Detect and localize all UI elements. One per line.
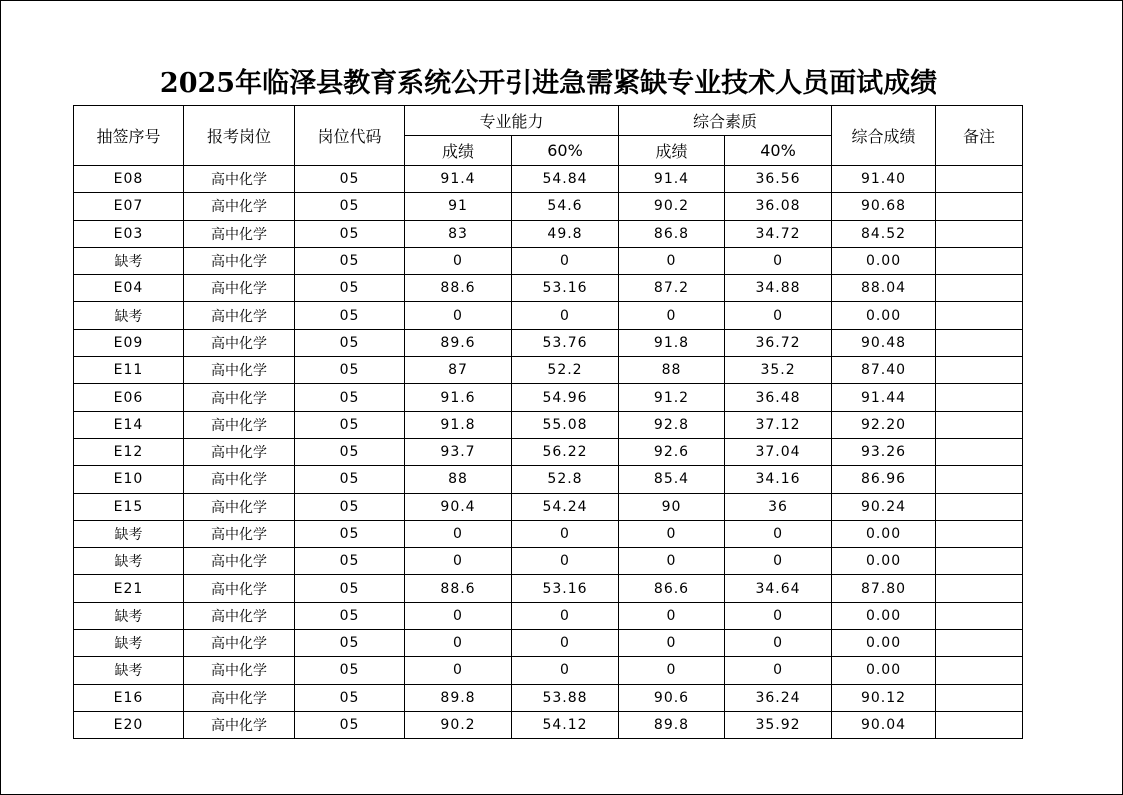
table-row	[74, 247, 1023, 274]
table-row	[74, 493, 1023, 520]
cell-remarks	[936, 411, 1023, 438]
cell-comprehensive-score: 85.4	[619, 466, 725, 493]
cell-position-code: 05	[295, 302, 405, 329]
cell-position-code: 05	[295, 166, 405, 193]
cell-comprehensive-score: 89.8	[619, 711, 725, 738]
cell-position-code: 05	[295, 438, 405, 465]
cell-professional-score: 83	[405, 220, 512, 247]
cell-total-score: 87.80	[832, 575, 936, 602]
cell-professional-weighted: 53.16	[512, 275, 619, 302]
cell-draw-no: E12	[74, 438, 184, 465]
cell-professional-score: 0	[405, 602, 512, 629]
cell-remarks	[936, 548, 1023, 575]
cell-draw-no: 缺考	[74, 520, 184, 547]
cell-draw-no: E04	[74, 275, 184, 302]
header-draw-no: 抽签序号	[74, 106, 184, 166]
table-row	[74, 302, 1023, 329]
cell-total-score: 90.68	[832, 193, 936, 220]
cell-draw-no: E08	[74, 166, 184, 193]
cell-draw-no: E03	[74, 220, 184, 247]
cell-comprehensive-weighted: 36.56	[725, 166, 832, 193]
cell-position-code: 05	[295, 329, 405, 356]
table-row	[74, 630, 1023, 657]
cell-draw-no: 缺考	[74, 602, 184, 629]
cell-position: 高中化学	[184, 220, 295, 247]
cell-position: 高中化学	[184, 575, 295, 602]
cell-position-code: 05	[295, 548, 405, 575]
cell-professional-weighted: 54.84	[512, 166, 619, 193]
cell-total-score: 0.00	[832, 520, 936, 547]
cell-professional-score: 88.6	[405, 575, 512, 602]
cell-remarks	[936, 357, 1023, 384]
cell-professional-score: 90.4	[405, 493, 512, 520]
cell-professional-score: 0	[405, 630, 512, 657]
cell-professional-weighted: 0	[512, 302, 619, 329]
cell-remarks	[936, 466, 1023, 493]
table-row	[74, 711, 1023, 738]
header-comprehensive-quality: 综合素质	[619, 106, 832, 136]
cell-professional-weighted: 0	[512, 602, 619, 629]
cell-comprehensive-score: 88	[619, 357, 725, 384]
cell-total-score: 0.00	[832, 657, 936, 684]
cell-professional-weighted: 0	[512, 548, 619, 575]
cell-position-code: 05	[295, 466, 405, 493]
cell-professional-weighted: 54.24	[512, 493, 619, 520]
cell-draw-no: E21	[74, 575, 184, 602]
cell-remarks	[936, 493, 1023, 520]
cell-draw-no: E06	[74, 384, 184, 411]
cell-position: 高中化学	[184, 275, 295, 302]
cell-professional-weighted: 0	[512, 520, 619, 547]
interview-score-table	[73, 105, 1023, 739]
cell-remarks	[936, 520, 1023, 547]
table-row	[74, 520, 1023, 547]
cell-total-score: 90.04	[832, 711, 936, 738]
table-body	[74, 166, 1023, 739]
cell-position-code: 05	[295, 493, 405, 520]
cell-remarks	[936, 657, 1023, 684]
cell-draw-no: E20	[74, 711, 184, 738]
cell-total-score: 0.00	[832, 302, 936, 329]
cell-comprehensive-score: 87.2	[619, 275, 725, 302]
cell-comprehensive-weighted: 0	[725, 602, 832, 629]
cell-position: 高中化学	[184, 466, 295, 493]
table-row	[74, 684, 1023, 711]
cell-comprehensive-weighted: 34.88	[725, 275, 832, 302]
table-row	[74, 193, 1023, 220]
cell-comprehensive-weighted: 0	[725, 302, 832, 329]
cell-professional-weighted: 53.16	[512, 575, 619, 602]
cell-professional-score: 91.6	[405, 384, 512, 411]
cell-comprehensive-score: 92.6	[619, 438, 725, 465]
cell-position: 高中化学	[184, 166, 295, 193]
cell-comprehensive-weighted: 0	[725, 657, 832, 684]
cell-position: 高中化学	[184, 602, 295, 629]
cell-position-code: 05	[295, 711, 405, 738]
cell-professional-score: 0	[405, 247, 512, 274]
cell-professional-score: 89.6	[405, 329, 512, 356]
cell-comprehensive-score: 0	[619, 630, 725, 657]
cell-comprehensive-weighted: 36	[725, 493, 832, 520]
table-row	[74, 466, 1023, 493]
header-professional-ability: 专业能力	[405, 106, 619, 136]
table-row	[74, 602, 1023, 629]
cell-position: 高中化学	[184, 384, 295, 411]
cell-position: 高中化学	[184, 493, 295, 520]
cell-position-code: 05	[295, 575, 405, 602]
cell-professional-weighted: 54.12	[512, 711, 619, 738]
cell-professional-score: 0	[405, 548, 512, 575]
cell-professional-score: 88	[405, 466, 512, 493]
cell-draw-no: E15	[74, 493, 184, 520]
cell-remarks	[936, 575, 1023, 602]
cell-position-code: 05	[295, 220, 405, 247]
cell-comprehensive-weighted: 36.08	[725, 193, 832, 220]
cell-total-score: 84.52	[832, 220, 936, 247]
cell-professional-weighted: 56.22	[512, 438, 619, 465]
cell-draw-no: 缺考	[74, 630, 184, 657]
cell-comprehensive-score: 90.2	[619, 193, 725, 220]
cell-professional-score: 93.7	[405, 438, 512, 465]
table-row	[74, 329, 1023, 356]
header-position: 报考岗位	[184, 106, 295, 166]
cell-position-code: 05	[295, 657, 405, 684]
table-row	[74, 438, 1023, 465]
cell-professional-score: 0	[405, 302, 512, 329]
cell-position: 高中化学	[184, 357, 295, 384]
cell-professional-weighted: 54.6	[512, 193, 619, 220]
cell-remarks	[936, 166, 1023, 193]
cell-remarks	[936, 630, 1023, 657]
cell-draw-no: 缺考	[74, 247, 184, 274]
table-row	[74, 166, 1023, 193]
cell-position-code: 05	[295, 602, 405, 629]
cell-comprehensive-score: 0	[619, 520, 725, 547]
cell-draw-no: E14	[74, 411, 184, 438]
cell-comprehensive-score: 90	[619, 493, 725, 520]
header-professional-weight: 60%	[512, 136, 619, 166]
cell-position: 高中化学	[184, 247, 295, 274]
cell-position-code: 05	[295, 384, 405, 411]
table-row	[74, 575, 1023, 602]
cell-comprehensive-score: 91.8	[619, 329, 725, 356]
cell-draw-no: E16	[74, 684, 184, 711]
cell-comprehensive-weighted: 37.04	[725, 438, 832, 465]
cell-position: 高中化学	[184, 630, 295, 657]
cell-professional-score: 87	[405, 357, 512, 384]
cell-comprehensive-weighted: 36.24	[725, 684, 832, 711]
cell-comprehensive-weighted: 36.48	[725, 384, 832, 411]
cell-position: 高中化学	[184, 193, 295, 220]
cell-professional-score: 0	[405, 520, 512, 547]
cell-position: 高中化学	[184, 548, 295, 575]
table-row	[74, 411, 1023, 438]
cell-position-code: 05	[295, 247, 405, 274]
cell-comprehensive-score: 86.6	[619, 575, 725, 602]
cell-position-code: 05	[295, 357, 405, 384]
cell-professional-score: 0	[405, 657, 512, 684]
cell-total-score: 92.20	[832, 411, 936, 438]
cell-position: 高中化学	[184, 411, 295, 438]
cell-comprehensive-score: 0	[619, 548, 725, 575]
cell-position-code: 05	[295, 411, 405, 438]
cell-comprehensive-weighted: 37.12	[725, 411, 832, 438]
cell-comprehensive-score: 92.8	[619, 411, 725, 438]
cell-total-score: 0.00	[832, 247, 936, 274]
cell-total-score: 88.04	[832, 275, 936, 302]
cell-position: 高中化学	[184, 684, 295, 711]
header-remarks: 备注	[936, 106, 1023, 166]
cell-comprehensive-weighted: 34.16	[725, 466, 832, 493]
cell-total-score: 91.40	[832, 166, 936, 193]
cell-remarks	[936, 193, 1023, 220]
cell-remarks	[936, 384, 1023, 411]
cell-draw-no: E07	[74, 193, 184, 220]
cell-comprehensive-score: 0	[619, 657, 725, 684]
table-row	[74, 357, 1023, 384]
cell-professional-score: 90.2	[405, 711, 512, 738]
cell-total-score: 91.44	[832, 384, 936, 411]
cell-professional-score: 89.8	[405, 684, 512, 711]
cell-comprehensive-weighted: 36.72	[725, 329, 832, 356]
cell-comprehensive-weighted: 0	[725, 630, 832, 657]
cell-position-code: 05	[295, 193, 405, 220]
cell-total-score: 86.96	[832, 466, 936, 493]
cell-comprehensive-weighted: 35.2	[725, 357, 832, 384]
table-row	[74, 548, 1023, 575]
cell-professional-weighted: 54.96	[512, 384, 619, 411]
cell-remarks	[936, 602, 1023, 629]
cell-position: 高中化学	[184, 302, 295, 329]
page-title: 2025年临泽县教育系统公开引进急需紧缺专业技术人员面试成绩	[159, 68, 938, 99]
cell-draw-no: E10	[74, 466, 184, 493]
cell-remarks	[936, 247, 1023, 274]
cell-comprehensive-weighted: 0	[725, 520, 832, 547]
cell-professional-score: 91.4	[405, 166, 512, 193]
cell-comprehensive-weighted: 34.72	[725, 220, 832, 247]
cell-remarks	[936, 302, 1023, 329]
cell-comprehensive-score: 91.4	[619, 166, 725, 193]
cell-total-score: 0.00	[832, 602, 936, 629]
cell-professional-weighted: 0	[512, 630, 619, 657]
cell-professional-score: 91.8	[405, 411, 512, 438]
header-position-code: 岗位代码	[295, 106, 405, 166]
cell-comprehensive-score: 0	[619, 302, 725, 329]
cell-remarks	[936, 275, 1023, 302]
cell-comprehensive-weighted: 0	[725, 247, 832, 274]
cell-total-score: 87.40	[832, 357, 936, 384]
cell-draw-no: 缺考	[74, 302, 184, 329]
cell-professional-score: 91	[405, 193, 512, 220]
cell-comprehensive-score: 0	[619, 247, 725, 274]
cell-remarks	[936, 329, 1023, 356]
cell-comprehensive-score: 86.8	[619, 220, 725, 247]
cell-comprehensive-score: 0	[619, 602, 725, 629]
cell-total-score: 0.00	[832, 630, 936, 657]
header-total-score: 综合成绩	[832, 106, 936, 166]
cell-comprehensive-score: 91.2	[619, 384, 725, 411]
cell-professional-weighted: 53.88	[512, 684, 619, 711]
cell-position: 高中化学	[184, 657, 295, 684]
cell-total-score: 0.00	[832, 548, 936, 575]
table-row	[74, 657, 1023, 684]
cell-professional-weighted: 53.76	[512, 329, 619, 356]
table-row	[74, 275, 1023, 302]
cell-remarks	[936, 438, 1023, 465]
table-row	[74, 384, 1023, 411]
cell-position-code: 05	[295, 630, 405, 657]
cell-comprehensive-weighted: 34.64	[725, 575, 832, 602]
cell-draw-no: E09	[74, 329, 184, 356]
header-comprehensive-weight: 40%	[725, 136, 832, 166]
cell-remarks	[936, 711, 1023, 738]
cell-professional-weighted: 52.2	[512, 357, 619, 384]
table-row	[74, 220, 1023, 247]
header-professional-score: 成绩	[405, 136, 512, 166]
cell-remarks	[936, 684, 1023, 711]
cell-total-score: 90.24	[832, 493, 936, 520]
cell-position-code: 05	[295, 275, 405, 302]
cell-comprehensive-score: 90.6	[619, 684, 725, 711]
cell-professional-score: 88.6	[405, 275, 512, 302]
cell-comprehensive-weighted: 0	[725, 548, 832, 575]
cell-position: 高中化学	[184, 711, 295, 738]
cell-total-score: 90.12	[832, 684, 936, 711]
cell-total-score: 90.48	[832, 329, 936, 356]
cell-position: 高中化学	[184, 438, 295, 465]
header-comprehensive-score: 成绩	[619, 136, 725, 166]
cell-professional-weighted: 52.8	[512, 466, 619, 493]
cell-position: 高中化学	[184, 329, 295, 356]
cell-position-code: 05	[295, 684, 405, 711]
cell-draw-no: 缺考	[74, 548, 184, 575]
cell-professional-weighted: 49.8	[512, 220, 619, 247]
cell-draw-no: 缺考	[74, 657, 184, 684]
cell-professional-weighted: 0	[512, 247, 619, 274]
cell-professional-weighted: 55.08	[512, 411, 619, 438]
cell-total-score: 93.26	[832, 438, 936, 465]
cell-position: 高中化学	[184, 520, 295, 547]
cell-comprehensive-weighted: 35.92	[725, 711, 832, 738]
cell-position-code: 05	[295, 520, 405, 547]
cell-draw-no: E11	[74, 357, 184, 384]
cell-professional-weighted: 0	[512, 657, 619, 684]
cell-remarks	[936, 220, 1023, 247]
